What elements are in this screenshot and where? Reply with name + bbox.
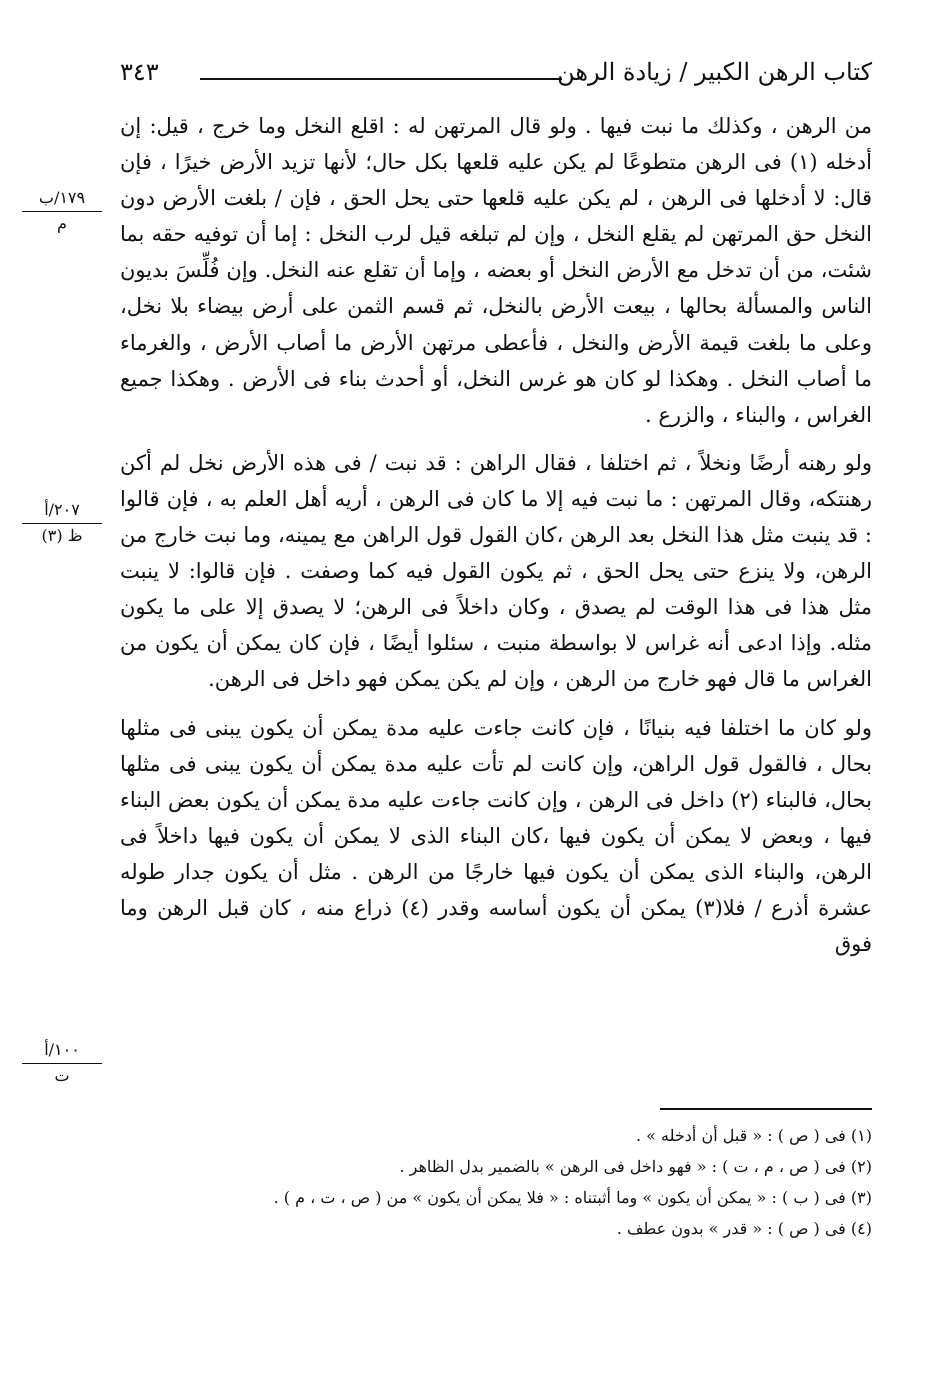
header-rule xyxy=(200,78,562,80)
page-number: ٣٤٣ xyxy=(120,58,159,86)
margin-note-siglum: م xyxy=(57,214,67,233)
footnote-rule xyxy=(660,1108,872,1110)
footnote-1: (١) فى ( ص ) : « قبل أن أدخله » . xyxy=(635,1126,872,1145)
margin-note-ms-t xyxy=(22,1040,102,1086)
margin-note-folio: ١٧٩/ب xyxy=(22,188,102,212)
margin-note-siglum: ت xyxy=(54,1066,70,1085)
footnote-4: (٤) فى ( ص ) : « قدر » بدون عطف . xyxy=(616,1219,872,1238)
paragraph-2: ولو رهنه أرضًا ونخلاً ، ثم اختلفا ، فقال الراهن : قد نبت / فى هذه الأرض نخل لم أكن رهنتكه، وقال المرتهن : ما نبت فيه إلا ما كان فى الرهن ، أريه أهل العلم به ، فإن قالوا : قد ينبت مثل هذا النخل بعد الرهن ،كان القول قول الراهن مع يمينه، وما نبت خارج من الرهن، ولا ينزع حتى يحل الحق ، ثم يكون القول فيه كما وصفت . فإن قالوا: لا ينبت مثل هذا فى هذا الوقت لم يصدق ، وكان داخلاً فى الرهن؛ لا يصدق إلا على ما يكون مثله. وإذا ادعى أنه غراس لا بواسطة منبت ، سئلوا أيضًا ، فإن كان يمكن أن يكون من الغراس ما قال فهو خارج من الرهن ، وإن لم يكن يمكن فهو داخل فى الرهن. xyxy=(120,450,872,692)
footnote-2: (٢) فى ( ص ، م ، ت ) : « فهو داخل فى الرهن » بالضمير بدل الظاهر . xyxy=(399,1157,872,1176)
margin-note-ms-b xyxy=(22,188,102,234)
running-header xyxy=(120,56,872,100)
margin-note-siglum: ظ (٣) xyxy=(41,526,83,545)
margin-note-folio: ١٠٠/أ xyxy=(22,1040,102,1064)
footnotes xyxy=(120,1120,872,1244)
footnote-3: (٣) فى ( ب ) : « يمكن أن يكون » وما أثبتناه : « فلا يمكن أن يكون » من ( ص ، ت ، م ) . xyxy=(273,1188,872,1207)
paragraph-3: ولو كان ما اختلفا فيه بنيانًا ، فإن كانت جاءت عليه مدة يمكن أن يكون يبنى فى مثلها بحال ، فالقول قول الراهن، وإن كانت لم تأت عليه مدة يمكن أن يكون يبنى فى مثلها بحال، فالبناء (٢) داخل فى الرهن ، وإن كانت جاءت عليه مدة يمكن أن يكون بعض البناء فيها ، وبعض لا يمكن أن يكون فيها ،كان البناء الذى لا يمكن أن يكون فيها داخلاً فى الرهن، والبناء الذى يمكن أن يكون فيها خارجًا من الرهن . مثل أن يكون جدار طوله عشرة أذرع / فلا(٣) يمكن أن يكون أساسه وقدر (٤) ذراع منه ، كان قبل الرهن وما فوق xyxy=(120,715,872,957)
main-text xyxy=(120,108,872,974)
margin-note-folio: ٢٠٧/أ xyxy=(22,500,102,524)
header-title: كتاب الرهن الكبير / زيادة الرهن xyxy=(557,58,872,86)
paragraph-1: من الرهن ، وكذلك ما نبت فيها . ولو قال المرتهن له : اقلع النخل وما خرج ، قيل: إن أدخله (١) فى الرهن متطوعًا لم يكن عليه قلعها بكل حال؛ لأنها تزيد الأرض خيرًا ، فإن قال: لا أدخلها فى الرهن ، لم يكن عليه قلعها حتى يحل الحق ، فإن / بلغت الأرض دون النخل حق المرتهن لم يقلع النخل ، وإن لم تبلغه قيل لرب النخل : إما أن توفيه حقه بما شئت، من أن تدخل مع الأرض النخل أو بعضه ، وإما أن تقلع عنه النخل. وإن فُلِّسَ بديون الناس والمسألة بحالها ، بيعت الأرض بالنخل، ثم قسم الثمن على أرض بيضاء بلا نخل، وعلى ما بلغت قيمة الأرض والنخل ، فأعطى مرتهن الأرض ما أصاب الأرض ، والغرماء ما أصاب النخل . وهكذا لو كان هو غرس النخل، أو أحدث بناء فى الأرض . وهكذا جميع الغراس ، والبناء ، والزرع . xyxy=(120,114,872,427)
margin-note-ms-z xyxy=(22,500,102,546)
